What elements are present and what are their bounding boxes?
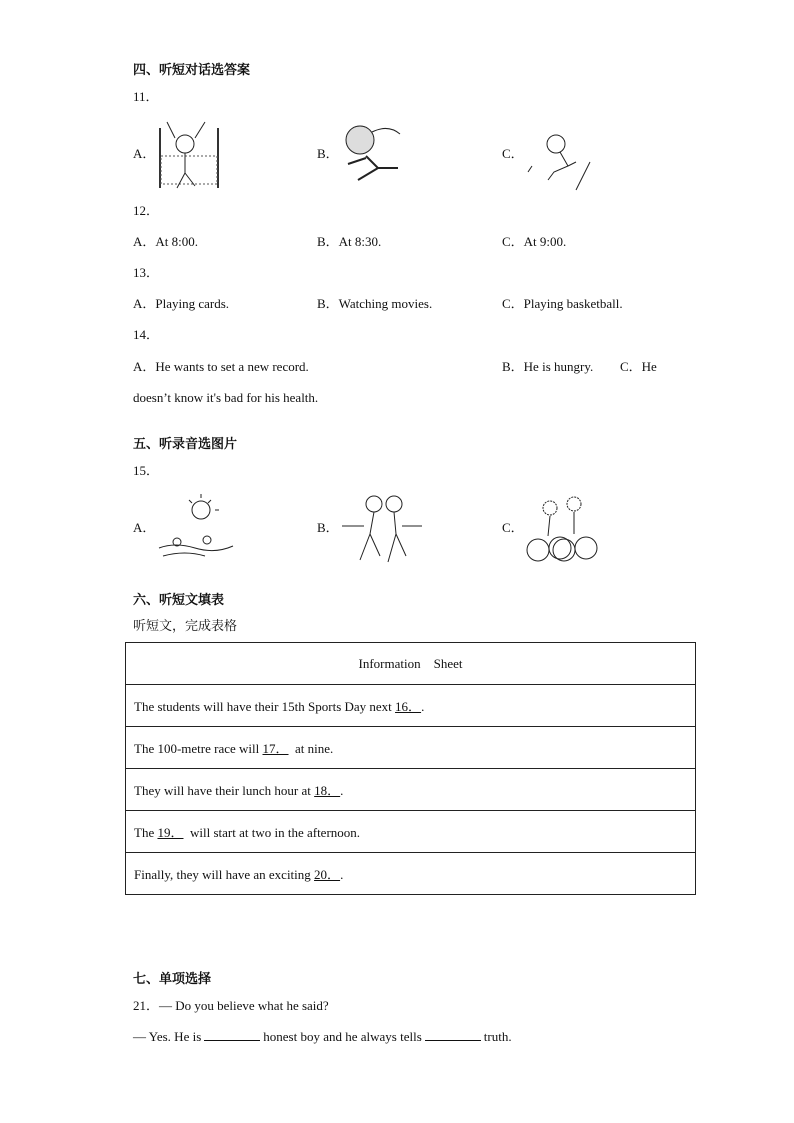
section-5-title: 五、听录音选图片 <box>133 437 238 452</box>
q15-option-b: B． <box>317 520 339 535</box>
information-sheet-table <box>125 642 696 895</box>
q13-option-a: A．Playing cards. <box>133 296 230 311</box>
q14-option-a: A．He wants to set a new record. <box>133 359 309 374</box>
response-text: truth. <box>483 1029 512 1044</box>
table-row <box>126 811 696 853</box>
row-text: Finally, they will have an exciting <box>134 867 315 882</box>
q14-option-b: B．He is hungry. <box>502 359 594 374</box>
row-text: . <box>340 867 344 882</box>
table-header-row <box>126 643 696 685</box>
row-text: . <box>340 783 344 798</box>
row-text: They will have their lunch hour at <box>134 783 315 798</box>
table-row <box>126 769 696 811</box>
row-text: The <box>134 825 158 840</box>
section-4-title: 四、听短对话选答案 <box>133 63 251 78</box>
section-6-instructions: 听短文，完成表格 <box>133 619 238 634</box>
blank-17[interactable]: 17． <box>262 741 289 756</box>
blank-20[interactable]: 20． <box>314 867 341 882</box>
long-jump-picture <box>524 122 594 192</box>
q12-option-a: A．At 8:00. <box>133 234 199 249</box>
question-13-number: 13． <box>133 265 160 280</box>
table-row <box>126 727 696 769</box>
row-text: The 100-metre race will <box>134 741 263 756</box>
swimming-sun-picture <box>155 490 235 564</box>
hurdle-jump-picture <box>155 118 227 192</box>
question-21-response <box>133 1029 512 1045</box>
table-row <box>126 853 696 895</box>
running-kids-picture <box>340 490 424 568</box>
row-text: . <box>421 699 425 714</box>
q14-option-c-continued: doesn’t know it's bad for his health. <box>133 390 319 405</box>
question-15-number: 15． <box>133 463 160 478</box>
q15-option-c: C． <box>502 520 524 535</box>
table-header: Information Sheet <box>126 643 696 685</box>
blank-16[interactable]: 16． <box>395 699 422 714</box>
blank-18[interactable]: 18． <box>314 783 341 798</box>
running-girl-picture <box>338 118 408 190</box>
q13-option-c: C．Playing basketball. <box>502 296 623 311</box>
answer-blank-1[interactable] <box>204 1030 260 1041</box>
row-text: will start at two in the afternoon. <box>183 825 361 840</box>
table-row <box>126 685 696 727</box>
question-21-prompt: 21．— Do you believe what he said? <box>133 998 329 1013</box>
section-6-title: 六、听短文填表 <box>133 593 225 608</box>
response-text: honest boy and he always tells <box>263 1029 422 1044</box>
q11-option-c: C． <box>502 146 524 161</box>
question-11-number: 11． <box>133 89 159 104</box>
q12-option-b: B．At 8:30. <box>317 234 382 249</box>
cycling-kids-picture <box>524 492 600 564</box>
q12-option-c: C．At 9:00. <box>502 234 567 249</box>
response-text: — Yes. He is <box>133 1029 202 1044</box>
q13-option-b: B．Watching movies. <box>317 296 433 311</box>
question-14-number: 14． <box>133 327 160 342</box>
row-text: at nine. <box>288 741 334 756</box>
q11-option-a: A． <box>133 146 156 161</box>
section-7-title: 七、单项选择 <box>133 972 212 987</box>
answer-blank-2[interactable] <box>425 1030 481 1041</box>
q11-option-b: B． <box>317 146 339 161</box>
blank-19[interactable]: 19． <box>157 825 184 840</box>
q14-option-c: C．He <box>620 359 657 374</box>
q15-option-a: A． <box>133 520 156 535</box>
row-text: The students will have their 15th Sports Day next <box>134 699 396 714</box>
question-12-number: 12． <box>133 203 160 218</box>
